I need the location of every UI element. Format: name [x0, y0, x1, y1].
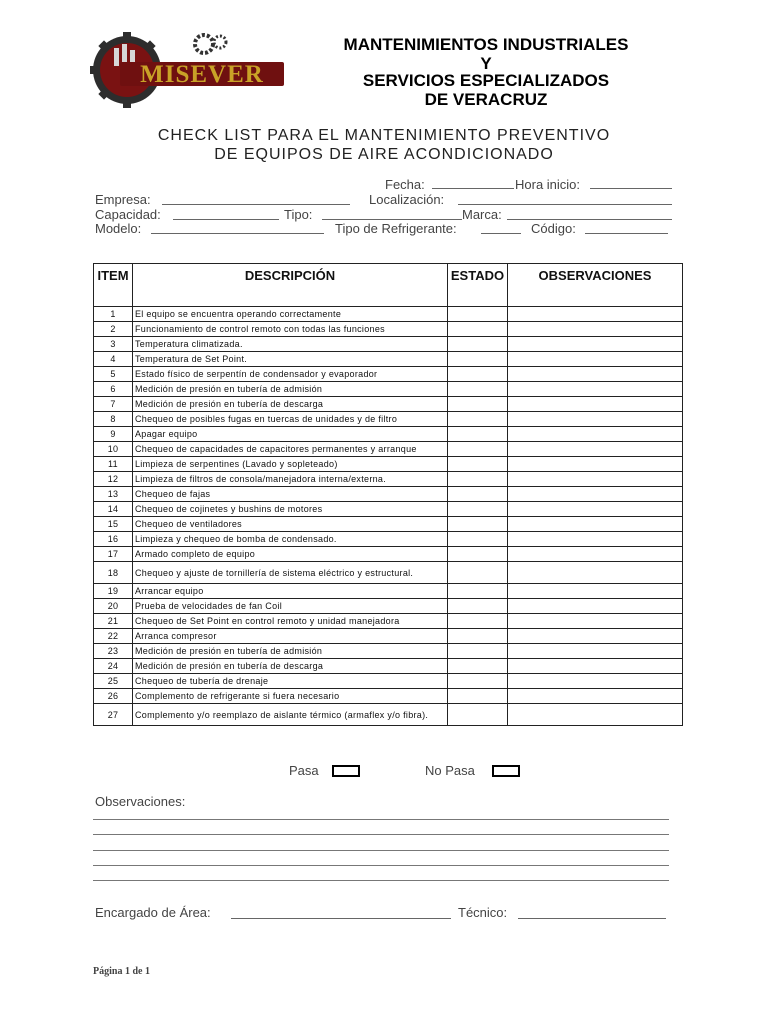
description-cell: Chequeo de Set Point en control remoto y unidad manejadora [133, 614, 448, 629]
estado-cell[interactable] [448, 599, 508, 614]
item-number-cell: 23 [94, 644, 133, 659]
column-header-descripcion: DESCRIPCIÓN [133, 264, 448, 307]
observaciones-cell[interactable] [508, 412, 683, 427]
estado-cell[interactable] [448, 337, 508, 352]
observaciones-cell[interactable] [508, 457, 683, 472]
estado-cell[interactable] [448, 502, 508, 517]
table-row [94, 584, 683, 599]
item-number-cell: 3 [94, 337, 133, 352]
observaciones-cell[interactable] [508, 442, 683, 457]
description-cell: Prueba de velocidades de fan Coil [133, 599, 448, 614]
table-row [94, 644, 683, 659]
description-cell: Funcionamiento de control remoto con todas las funciones [133, 322, 448, 337]
table-header-row [94, 264, 683, 307]
estado-cell[interactable] [448, 382, 508, 397]
table-row [94, 562, 683, 584]
observaciones-cell[interactable] [508, 659, 683, 674]
observaciones-cell[interactable] [508, 487, 683, 502]
table-row [94, 352, 683, 367]
observaciones-cell[interactable] [508, 644, 683, 659]
observaciones-cell[interactable] [508, 532, 683, 547]
description-cell: Complemento de refrigerante si fuera necesario [133, 689, 448, 704]
observaciones-cell[interactable] [508, 307, 683, 322]
checklist-table [93, 263, 683, 726]
description-cell: El equipo se encuentra operando correctamente [133, 307, 448, 322]
observaciones-line-5[interactable] [93, 880, 669, 881]
observaciones-cell[interactable] [508, 517, 683, 532]
modelo-label: Modelo: [95, 221, 142, 236]
table-row [94, 689, 683, 704]
marca-field[interactable] [507, 219, 672, 220]
estado-cell[interactable] [448, 547, 508, 562]
description-cell: Chequeo de tubería de drenaje [133, 674, 448, 689]
tipo-field[interactable] [322, 219, 462, 220]
hora-inicio-field[interactable] [590, 188, 672, 189]
estado-cell[interactable] [448, 584, 508, 599]
table-row [94, 412, 683, 427]
table-row [94, 487, 683, 502]
fecha-field[interactable] [432, 188, 514, 189]
item-number-cell: 6 [94, 382, 133, 397]
description-cell: Limpieza de serpentines (Lavado y sopleteado) [133, 457, 448, 472]
estado-cell[interactable] [448, 472, 508, 487]
description-cell: Medición de presión en tubería de descarga [133, 397, 448, 412]
description-cell: Limpieza de filtros de consola/manejadora interna/externa. [133, 472, 448, 487]
item-number-cell: 22 [94, 629, 133, 644]
table-row [94, 337, 683, 352]
estado-cell[interactable] [448, 397, 508, 412]
description-cell: Medición de presión en tubería de descarga [133, 659, 448, 674]
description-cell: Chequeo de ventiladores [133, 517, 448, 532]
table-row [94, 502, 683, 517]
pasa-checkbox[interactable] [332, 765, 360, 777]
item-number-cell: 21 [94, 614, 133, 629]
item-number-cell: 1 [94, 307, 133, 322]
observaciones-cell[interactable] [508, 689, 683, 704]
encargado-area-field[interactable] [231, 918, 451, 919]
table-row [94, 674, 683, 689]
description-cell: Medición de presión en tubería de admisión [133, 644, 448, 659]
estado-cell[interactable] [448, 487, 508, 502]
item-number-cell: 16 [94, 532, 133, 547]
observaciones-line-1[interactable] [93, 819, 669, 820]
observaciones-line-4[interactable] [93, 865, 669, 866]
no-pasa-label: No Pasa [425, 763, 475, 778]
tecnico-field[interactable] [518, 918, 666, 919]
fecha-label: Fecha: [385, 177, 425, 192]
item-number-cell: 20 [94, 599, 133, 614]
table-row [94, 614, 683, 629]
capacidad-field[interactable] [173, 219, 279, 220]
localizacion-label: Localización: [369, 192, 445, 207]
table-row [94, 659, 683, 674]
item-number-cell: 15 [94, 517, 133, 532]
description-cell: Apagar equipo [133, 427, 448, 442]
observaciones-cell[interactable] [508, 502, 683, 517]
estado-cell[interactable] [448, 532, 508, 547]
pasa-label: Pasa [289, 763, 319, 778]
item-number-cell: 10 [94, 442, 133, 457]
table-row [94, 629, 683, 644]
company-name-line-3: SERVICIOS ESPECIALIZADOS [362, 71, 610, 90]
observaciones-cell[interactable] [508, 427, 683, 442]
observaciones-line-2[interactable] [93, 834, 669, 835]
empresa-field[interactable] [162, 204, 350, 205]
column-header-estado: ESTADO [448, 264, 508, 307]
item-number-cell: 9 [94, 427, 133, 442]
item-number-cell: 5 [94, 367, 133, 382]
observaciones-cell[interactable] [508, 352, 683, 367]
item-number-cell: 13 [94, 487, 133, 502]
observaciones-line-3[interactable] [93, 850, 669, 851]
estado-cell[interactable] [448, 412, 508, 427]
page-number: Página 1 de 1 [93, 966, 150, 977]
description-cell: Temperatura climatizada. [133, 337, 448, 352]
description-cell: Arranca compresor [133, 629, 448, 644]
table-row [94, 397, 683, 412]
company-name-line-1: MANTENIMIENTOS INDUSTRIALES [343, 35, 629, 54]
item-number-cell: 4 [94, 352, 133, 367]
observaciones-cell[interactable] [508, 704, 683, 726]
item-number-cell: 19 [94, 584, 133, 599]
estado-cell[interactable] [448, 457, 508, 472]
observaciones-label: Observaciones: [95, 794, 186, 809]
estado-cell[interactable] [448, 442, 508, 457]
description-cell: Chequeo de cojinetes y bushins de motores [133, 502, 448, 517]
description-cell: Limpieza y chequeo de bomba de condensado. [133, 532, 448, 547]
hora-inicio-label: Hora inicio: [515, 177, 581, 192]
description-cell: Temperatura de Set Point. [133, 352, 448, 367]
checklist-body [94, 307, 683, 726]
description-cell: Chequeo y ajuste de tornillería de sistema eléctrico y estructural. [133, 562, 448, 584]
codigo-label: Código: [531, 221, 576, 236]
codigo-field[interactable] [585, 233, 668, 234]
column-header-item: ITEM [94, 264, 133, 307]
logo-text: MISEVER [140, 61, 264, 88]
estado-cell[interactable] [448, 562, 508, 584]
observaciones-cell[interactable] [508, 337, 683, 352]
observaciones-cell[interactable] [508, 584, 683, 599]
observaciones-cell[interactable] [508, 322, 683, 337]
observaciones-cell[interactable] [508, 547, 683, 562]
table-row [94, 322, 683, 337]
table-row [94, 532, 683, 547]
estado-cell[interactable] [448, 629, 508, 644]
item-number-cell: 14 [94, 502, 133, 517]
table-row [94, 427, 683, 442]
tipo-refrigerante-label: Tipo de Refrigerante: [335, 221, 457, 236]
table-row [94, 367, 683, 382]
table-row [94, 472, 683, 487]
item-number-cell: 7 [94, 397, 133, 412]
observaciones-cell[interactable] [508, 367, 683, 382]
table-row [94, 457, 683, 472]
estado-cell[interactable] [448, 427, 508, 442]
description-cell: Estado físico de serpentín de condensador y evaporador [133, 367, 448, 382]
modelo-field[interactable] [151, 233, 324, 234]
observaciones-cell[interactable] [508, 629, 683, 644]
item-number-cell: 24 [94, 659, 133, 674]
observaciones-cell[interactable] [508, 382, 683, 397]
item-number-cell: 2 [94, 322, 133, 337]
item-number-cell: 27 [94, 704, 133, 726]
description-cell: Chequeo de capacidades de capacitores permanentes y arranque [133, 442, 448, 457]
tecnico-label: Técnico: [458, 905, 508, 920]
observaciones-cell[interactable] [508, 599, 683, 614]
item-number-cell: 17 [94, 547, 133, 562]
estado-cell[interactable] [448, 674, 508, 689]
table-row [94, 599, 683, 614]
table-row [94, 517, 683, 532]
document-title-line-2: DE EQUIPOS DE AIRE ACONDICIONADO [214, 146, 554, 163]
column-header-observaciones: OBSERVACIONES [508, 264, 683, 307]
item-number-cell: 8 [94, 412, 133, 427]
encargado-area-label: Encargado de Área: [95, 905, 211, 920]
empresa-label: Empresa: [95, 192, 151, 207]
tipo-refrigerante-field[interactable] [481, 233, 521, 234]
item-number-cell: 11 [94, 457, 133, 472]
table-row [94, 704, 683, 726]
estado-cell[interactable] [448, 517, 508, 532]
observaciones-cell[interactable] [508, 614, 683, 629]
description-cell: Armado completo de equipo [133, 547, 448, 562]
description-cell: Chequeo de fajas [133, 487, 448, 502]
estado-cell[interactable] [448, 704, 508, 726]
localizacion-field[interactable] [458, 204, 672, 205]
table-row [94, 442, 683, 457]
estado-cell[interactable] [448, 659, 508, 674]
observaciones-cell[interactable] [508, 674, 683, 689]
no-pasa-checkbox[interactable] [492, 765, 520, 777]
marca-label: Marca: [462, 207, 502, 222]
item-number-cell: 12 [94, 472, 133, 487]
company-name-line-4: DE VERACRUZ [424, 90, 548, 109]
description-cell: Arrancar equipo [133, 584, 448, 599]
estado-cell[interactable] [448, 689, 508, 704]
estado-cell[interactable] [448, 352, 508, 367]
description-cell: Complemento y/o reemplazo de aislante térmico (armaflex y/o fibra). [133, 704, 448, 726]
estado-cell[interactable] [448, 307, 508, 322]
item-number-cell: 26 [94, 689, 133, 704]
table-row [94, 547, 683, 562]
description-cell: Medición de presión en tubería de admisión [133, 382, 448, 397]
observaciones-cell[interactable] [508, 562, 683, 584]
estado-cell[interactable] [448, 322, 508, 337]
estado-cell[interactable] [448, 644, 508, 659]
item-number-cell: 25 [94, 674, 133, 689]
gear-logo-icon [90, 30, 290, 108]
table-row [94, 307, 683, 322]
item-number-cell: 18 [94, 562, 133, 584]
table-row [94, 382, 683, 397]
company-logo [90, 30, 290, 108]
estado-cell[interactable] [448, 367, 508, 382]
description-cell: Chequeo de posibles fugas en tuercas de unidades y de filtro [133, 412, 448, 427]
tipo-label: Tipo: [284, 207, 313, 222]
document-title-line-1: CHECK LIST PARA EL MANTENIMIENTO PREVENTIVO [157, 127, 611, 144]
observaciones-cell[interactable] [508, 397, 683, 412]
capacidad-label: Capacidad: [95, 207, 161, 222]
observaciones-cell[interactable] [508, 472, 683, 487]
estado-cell[interactable] [448, 614, 508, 629]
company-name-line-2: Y [480, 54, 492, 73]
